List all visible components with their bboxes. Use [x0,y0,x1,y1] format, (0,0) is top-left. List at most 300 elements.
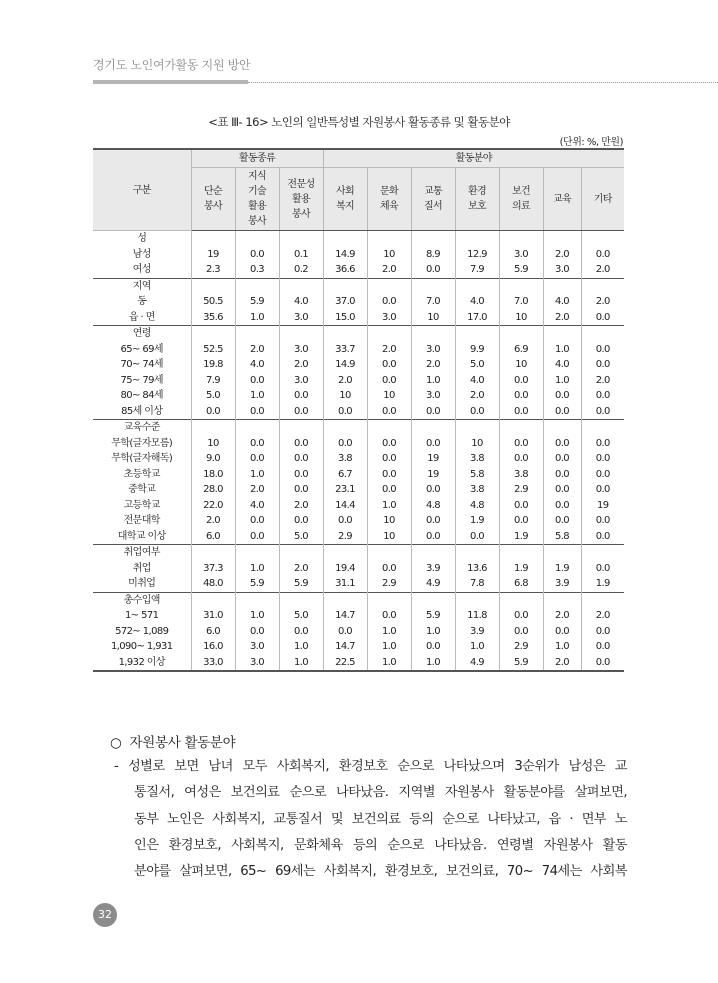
table-cell: 0.0 [279,388,323,404]
table-cell: 0.0 [367,482,411,498]
empty-cell [499,278,543,294]
table-cell: 0.0 [235,436,279,452]
empty-cell [543,231,581,247]
empty-cell [367,592,411,608]
table-cell: 0.0 [543,482,581,498]
table-cell: 0.0 [323,513,367,529]
row-label: 대학교 이상 [93,529,191,545]
table-cell: 31.1 [323,576,367,592]
table-row [93,576,624,592]
table-row [93,388,624,404]
row-label: 65~ 69세 [93,342,191,358]
empty-cell [543,326,581,342]
body-paragraph [114,754,627,885]
table-cell: 1.0 [543,342,581,358]
table-cell: 1.0 [235,561,279,577]
table-cell: 0.0 [411,513,455,529]
table-cell: 9.0 [191,451,235,467]
table-cell: 2.0 [543,247,581,263]
empty-cell [279,231,323,247]
section-heading [110,731,235,751]
table-cell: 2.0 [279,357,323,373]
table-cell: 17.0 [455,310,499,326]
empty-cell [191,278,235,294]
table-cell: 4.0 [543,357,581,373]
table-cell: 10 [499,310,543,326]
row-label: 1,932 이상 [93,655,191,672]
table-cell: 2.0 [411,357,455,373]
table-cell: 0.0 [411,639,455,655]
table-cell: 1.0 [367,639,411,655]
table-cell: 0.0 [367,373,411,389]
table-cell: 10 [367,247,411,263]
table-cell: 0.0 [235,451,279,467]
table-cell: 1.0 [367,655,411,672]
table-cell: 0.0 [411,482,455,498]
table-group-row [93,592,624,608]
row-label: 미취업 [93,576,191,592]
table-cell: 3.0 [411,342,455,358]
table-cell: 4.0 [235,357,279,373]
table-cell: 1.9 [543,561,581,577]
table-cell: 2.0 [279,498,323,514]
empty-cell [191,545,235,561]
empty-cell [235,420,279,436]
table-cell: 37.3 [191,561,235,577]
table-cell: 16.0 [191,639,235,655]
table-cell: 2.0 [235,482,279,498]
empty-cell [543,592,581,608]
table-cell: 4.8 [455,498,499,514]
table-cell: 6.7 [323,467,367,483]
table-row [93,467,624,483]
table-cell: 1.0 [367,624,411,640]
table-cell: 0.0 [499,388,543,404]
table-cell: 28.0 [191,482,235,498]
table-cell: 4.0 [279,294,323,310]
table-cell: 33.7 [323,342,367,358]
table-cell: 0.0 [499,624,543,640]
table-cell: 0.0 [499,608,543,624]
row-label: 80~ 84세 [93,388,191,404]
empty-cell [191,592,235,608]
table-group-row [93,545,624,561]
table-cell: 2.0 [595,610,610,621]
section-bullet: ○ [110,735,122,751]
table-group-row [93,231,624,247]
row-label: 85세 이상 [93,404,191,420]
row-label: 572~ 1,089 [93,624,191,640]
empty-cell [543,545,581,561]
table-cell: 19 [411,467,455,483]
table-cell: 36.6 [323,262,367,278]
empty-cell [279,545,323,561]
table-cell: 7.0 [411,294,455,310]
table-cell: 2.0 [191,513,235,529]
table-cell: 3.0 [279,373,323,389]
table-cell: 4.9 [411,576,455,592]
table-cell: 13.6 [455,561,499,577]
table-cell: 11.8 [455,608,499,624]
table-cell: 15.0 [323,310,367,326]
table-cell: 6.0 [191,624,235,640]
empty-cell [581,326,624,342]
row-label: 고등학교 [93,498,191,514]
table-cell: 4.8 [411,498,455,514]
table-row [93,436,624,452]
table-cell: 0.0 [595,562,610,574]
table-cell: 1.0 [279,639,323,655]
table-cell: 0.0 [323,436,367,452]
empty-cell [279,420,323,436]
table-cell: 52.5 [191,342,235,358]
col-header: 단순 봉사 [191,168,235,231]
table-title: <표 Ⅲ- 16> 노인의 일반특성별 자원봉사 활동종류 및 활동분야 [208,115,510,129]
table-cell: 0.0 [499,436,543,452]
empty-cell [367,326,411,342]
table-cell: 4.9 [455,655,499,672]
table-cell: 0.0 [581,655,624,672]
table-cell: 19 [596,499,609,511]
table-cell: 0.0 [455,404,499,420]
row-label: 1~ 571 [93,608,191,624]
paragraph-line: 분야를 살펴보면, 65~ 69세는 사회복지, 환경보호, 보건의료, 70~ 74세는 사회복 [134,864,627,880]
table-row [93,342,624,358]
table-cell: 0.0 [411,529,455,545]
table-cell: 0.0 [543,513,581,529]
table-cell: 0.0 [595,641,610,652]
empty-cell [235,592,279,608]
table-cell: 2.0 [543,608,581,624]
table-cell: 10 [455,436,499,452]
table-cell: 10 [191,436,235,452]
table-row [93,655,624,672]
table-cell: 4.0 [455,294,499,310]
table-cell: 0.0 [543,451,581,467]
table-cell: 3.0 [411,388,455,404]
table-row [93,482,624,498]
empty-cell [235,545,279,561]
table-cell: 3.0 [543,262,581,278]
table-cell: 0.0 [279,513,323,529]
row-label: 동 [93,294,191,310]
empty-cell [191,420,235,436]
empty-cell [499,231,543,247]
table-cell: 33.0 [191,655,235,672]
table-cell: 1.0 [235,467,279,483]
empty-cell [581,545,624,561]
table-cell: 0.0 [543,404,581,420]
table-cell: 31.0 [191,608,235,624]
table-cell: 1.9 [455,513,499,529]
empty-cell [455,592,499,608]
table-cell: 3.0 [235,639,279,655]
table-cell: 1.0 [543,373,581,389]
table-cell: 10 [367,388,411,404]
table-cell: 22.0 [191,498,235,514]
empty-cell [581,592,624,608]
table-cell: 19 [191,247,235,263]
table-cell: 0.0 [595,248,610,260]
table-cell: 0.0 [543,498,581,514]
empty-cell [279,326,323,342]
empty-cell [279,278,323,294]
table-cell: 0.0 [411,436,455,452]
table-cell: 0.0 [595,437,610,449]
row-label: 1,090~ 1,931 [93,639,191,655]
table-cell: 14.9 [323,247,367,263]
table-cell: 7.9 [455,262,499,278]
table-cell: 0.0 [595,405,610,417]
table-row [93,639,624,655]
table-cell: 1.0 [235,388,279,404]
table-cell: 1.0 [455,639,499,655]
paragraph-line: 인은 환경보호, 사회복지, 문화체육 등의 순으로 나타났음. 연령별 자원봉사 활동 [134,837,627,853]
table-cell: 2.0 [543,310,581,326]
table-row [93,373,624,389]
empty-cell [455,326,499,342]
empty-cell [543,420,581,436]
table-row [93,513,624,529]
table-cell: 14.9 [323,357,367,373]
table-cell: 5.9 [235,294,279,310]
table-cell: 1.0 [411,624,455,640]
table-cell: 0.0 [595,515,610,526]
table-row [93,529,624,545]
table-cell: 0.0 [279,436,323,452]
table-cell: 3.8 [499,467,543,483]
empty-cell [235,326,279,342]
table-row [93,294,624,310]
empty-cell [543,278,581,294]
empty-cell [499,326,543,342]
table-cell: 3.9 [543,576,581,592]
empty-cell [411,326,455,342]
table-cell: 1.0 [367,498,411,514]
row-label: 전문대학 [93,513,191,529]
table-cell: 50.5 [191,294,235,310]
table-cell: 10 [323,388,367,404]
table-cell: 0.2 [279,262,323,278]
col-header: 보건 의료 [499,168,543,231]
group-label: 취업여부 [93,545,191,561]
table-cell: 4.0 [235,498,279,514]
stats-table [93,148,624,672]
table-cell: 37.0 [323,294,367,310]
row-label: 남성 [93,247,191,263]
table-cell: 5.0 [455,357,499,373]
empty-cell [411,420,455,436]
empty-cell [367,278,411,294]
row-label: 70~ 74세 [93,357,191,373]
table-cell: 0.0 [499,498,543,514]
table-cell: 3.8 [455,451,499,467]
table-cell: 0.0 [543,624,581,640]
group-header-field: 활동분야 [323,149,624,168]
table-row [93,262,624,278]
header-dotted-rule [248,82,718,83]
table-cell: 2.9 [367,576,411,592]
table-cell: 2.0 [367,342,411,358]
empty-cell [411,231,455,247]
table-cell: 0.0 [235,247,279,263]
table-cell: 2.9 [499,639,543,655]
table-cell: 2.9 [323,529,367,545]
empty-cell [499,545,543,561]
table-cell: 0.0 [411,404,455,420]
table-cell: 0.0 [595,343,610,355]
table-cell: 0.0 [543,467,581,483]
table-cell: 0.0 [235,373,279,389]
empty-cell [499,592,543,608]
table-cell: 3.0 [235,655,279,672]
table-cell: 14.7 [323,608,367,624]
table-cell: 5.9 [235,576,279,592]
table-cell: 3.8 [323,451,367,467]
table-cell: 2.0 [279,561,323,577]
table-cell: 10 [367,529,411,545]
table-cell: 1.9 [499,561,543,577]
page-number: 32 [93,903,117,927]
row-label: 취업 [93,561,191,577]
table-cell: 5.8 [543,529,581,545]
table-cell: 5.9 [411,608,455,624]
table-cell: 22.5 [323,655,367,672]
col-header: 환경 보호 [455,168,499,231]
table-cell: 10 [499,357,543,373]
table-cell: 0.0 [279,482,323,498]
table-cell: 0.0 [235,513,279,529]
table-cell: 0.0 [279,467,323,483]
group-label: 연령 [93,326,191,342]
table-cell: 0.0 [499,373,543,389]
table-cell: 3.0 [367,310,411,326]
table-cell: 7.9 [191,373,235,389]
table-cell: 0.0 [595,311,610,323]
row-label: 중학교 [93,482,191,498]
table-cell: 5.8 [455,467,499,483]
table-cell: 5.0 [279,529,323,545]
table-cell: 1.0 [543,639,581,655]
table-cell: 5.9 [279,576,323,592]
table-cell: 0.0 [235,624,279,640]
section-heading-text: 자원봉사 활동분야 [129,735,236,751]
table-group-row [93,326,624,342]
group-label: 교육수준 [93,420,191,436]
table-cell: 3.0 [279,342,323,358]
table-cell: 4.0 [455,373,499,389]
table-cell: 0.0 [499,404,543,420]
table-cell: 1.0 [235,310,279,326]
table-cell: 6.9 [499,342,543,358]
table-cell: 0.0 [235,404,279,420]
table-cell: 23.1 [323,482,367,498]
empty-cell [235,231,279,247]
empty-cell [235,278,279,294]
row-label: 여성 [93,262,191,278]
table-cell: 5.0 [279,608,323,624]
table-group-row [93,420,624,436]
group-label: 지역 [93,278,191,294]
group-label: 총수입액 [93,592,191,608]
row-label: 초등학교 [93,467,191,483]
table-cell: 14.4 [323,498,367,514]
table-cell: 0.0 [543,388,581,404]
table-row [93,561,624,577]
table-cell: 3.8 [455,482,499,498]
table-row [93,404,624,420]
table-cell: 2.3 [191,262,235,278]
table-cell: 0.0 [499,451,543,467]
group-label: 성 [93,231,191,247]
empty-cell [323,231,367,247]
table-cell: 3.9 [455,624,499,640]
empty-cell [367,231,411,247]
empty-cell [367,420,411,436]
table-cell: 10 [367,513,411,529]
table-cell: 0.0 [367,294,411,310]
table-cell: 0.0 [595,359,610,370]
empty-cell [323,278,367,294]
paragraph-line: - 성별로 보면 남녀 모두 사회복지, 환경보호 순으로 나타났으며 3순위가 남성은 교 [114,759,627,774]
table-cell: 3.9 [411,561,455,577]
table-cell: 19 [411,451,455,467]
group-header-type: 활동종류 [191,149,323,168]
table-cell: 1.0 [411,655,455,672]
col-header: 사회 복지 [323,168,367,231]
table-cell: 5.9 [499,655,543,672]
table-cell: 0.3 [235,262,279,278]
empty-cell [323,326,367,342]
table-cell: 35.6 [191,310,235,326]
table-cell: 0.0 [543,436,581,452]
empty-cell [367,545,411,561]
table-cell: 3.0 [279,310,323,326]
header-rule [93,80,248,84]
table-cell: 0.0 [455,529,499,545]
table-row [93,624,624,640]
empty-cell [191,326,235,342]
table-cell: 0.0 [367,451,411,467]
table-cell: 2.0 [323,373,367,389]
empty-cell [323,420,367,436]
empty-cell [411,278,455,294]
table-cell: 14.7 [323,639,367,655]
table-cell: 0.0 [595,484,610,495]
table-cell: 0.0 [367,357,411,373]
table-unit-note: (단위: %, 만원) [559,137,623,148]
row-label: 75~ 79세 [93,373,191,389]
table-cell: 1.0 [279,655,323,672]
empty-cell [455,231,499,247]
table-row [93,357,624,373]
paragraph-line: 통질서, 여성은 보건의료 순으로 나타났음. 지역별 자원봉사 활동분야를 살펴보면, [134,785,627,801]
table-cell: 9.9 [455,342,499,358]
table-cell: 2.0 [543,655,581,672]
table-cell: 1.0 [235,608,279,624]
empty-cell [323,592,367,608]
table-cell: 0.0 [279,451,323,467]
table-cell: 0.0 [367,436,411,452]
row-label: 읍 · 면 [93,310,191,326]
table-cell: 2.0 [595,264,610,275]
table-cell: 3.0 [499,247,543,263]
table-cell: 6.0 [191,529,235,545]
table-cell: 0.0 [191,404,235,420]
col-header-category: 구분 [93,149,191,231]
table-row [93,451,624,467]
table-cell: 0.0 [367,608,411,624]
